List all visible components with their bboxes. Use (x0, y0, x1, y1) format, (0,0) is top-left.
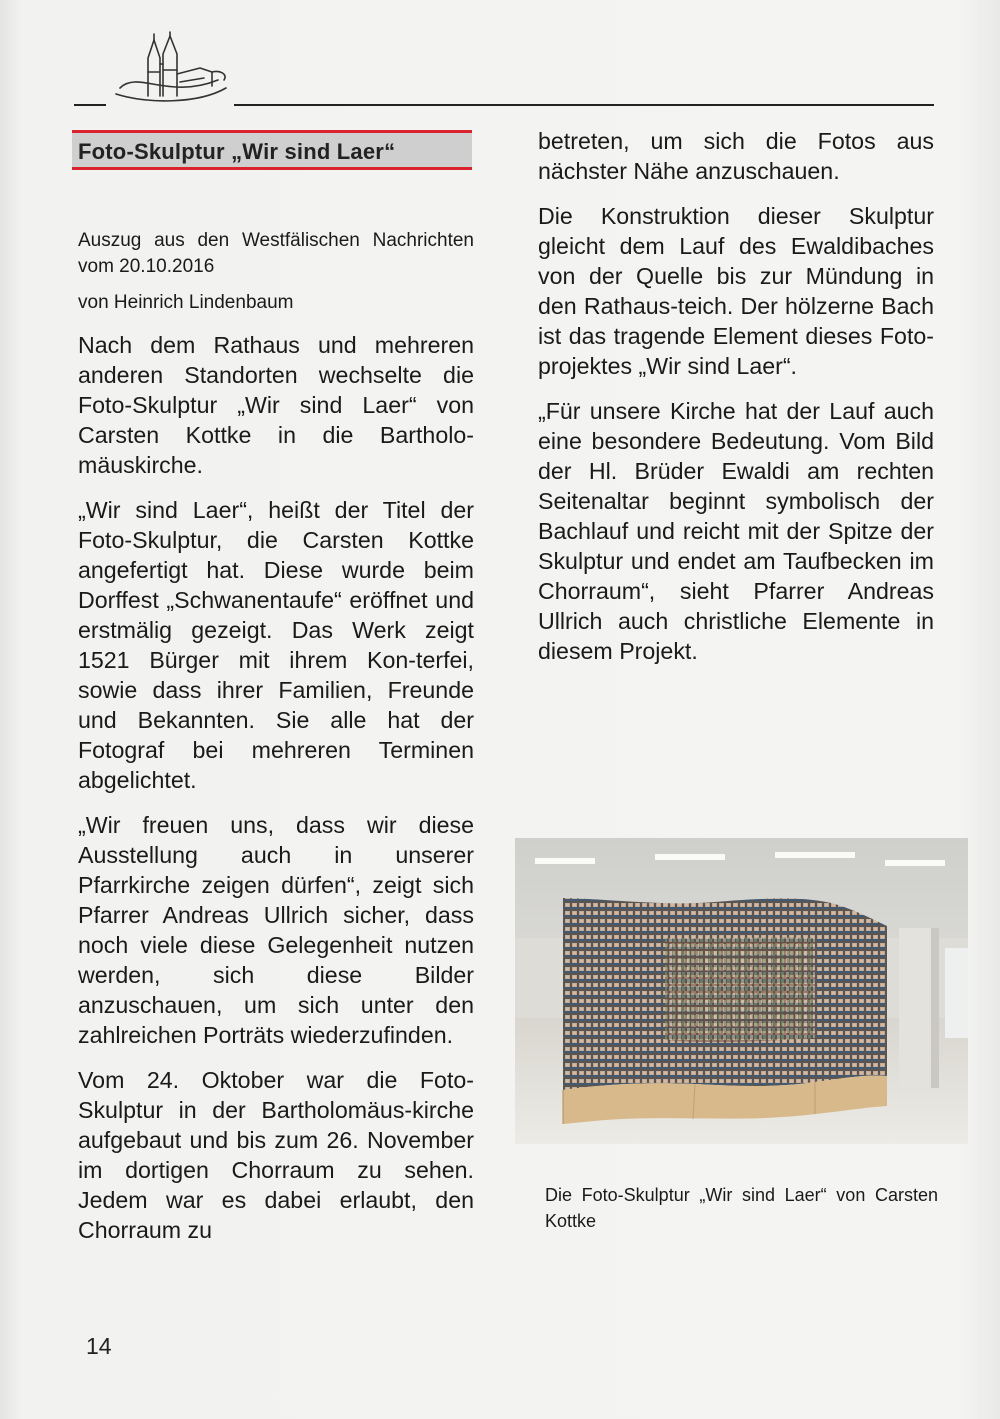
paragraph: Nach dem Rathaus und mehreren anderen Standorten wechselte die Foto-Skulptur „Wir sind Laer“ von Carsten Kottke in die Bartholo-mäuskirche. (78, 332, 474, 478)
church-logo-icon (108, 30, 238, 102)
article-title-box (72, 130, 472, 170)
paragraph: „Wir freuen uns, dass wir diese Ausstellung auch in unserer Pfarrkirche zeigen dürfen“, zeigt sich Pfarrer Andreas Ullrich sicher, dass noch viele diese Gelegenheit nutzen werden, sich diese Bilder anzuschauen, um sich unter den zahlreichen Porträts wiederzufinden. (78, 812, 474, 1048)
paragraph: betreten, um sich die Fotos aus nächster Nähe anzuschauen. (538, 128, 934, 184)
sculpture-photo-image (515, 838, 968, 1144)
author-line: von Heinrich Lindenbaum (78, 292, 294, 313)
photo-caption: Die Foto-Skulptur „Wir sind Laer“ von Carsten Kottke (545, 1185, 938, 1231)
header-rule-left (74, 104, 106, 106)
sculpture-photo (515, 838, 968, 1144)
right-column (538, 126, 934, 681)
article-title: Foto-Skulptur „Wir sind Laer“ (78, 139, 396, 164)
source-line: Auszug aus den Westfälischen Nachrichten vom 20.10.2016 (78, 230, 474, 277)
paragraph: „Wir sind Laer“, heißt der Titel der Foto-Skulptur, die Carsten Kottke angefertigt hat. Diese wurde beim Dorffest „Schwanentaufe“ eröffnet und erstmälig gezeigt. Das Werk zeigt 1521 Bürger mit ihrem Kon-terfei, sowie dass ihrer Familien, Freunde und Bekannten. Sie alle hat der Fotograf bei mehreren Terminen abgelichtet. (78, 497, 474, 793)
page-number: 14 (86, 1333, 112, 1359)
header-rule-right (234, 104, 934, 106)
paragraph: Vom 24. Oktober war die Foto-Skulptur in der Bartholomäus-kirche aufgebaut und bis zum 26. November im dortigen Chorraum zu sehen. Jedem war es dabei erlaubt, den Chorraum zu (78, 1067, 474, 1243)
paragraph: Die Konstruktion dieser Skulptur gleicht dem Lauf des Ewaldibaches von der Quelle bis zur Mündung in den Rathaus-teich. Der hölzerne Bach ist das tragende Element dieses Foto-projektes „Wir sind Laer“. (538, 203, 934, 379)
left-column (78, 228, 474, 1260)
paragraph: „Für unsere Kirche hat der Lauf auch eine besondere Bedeutung. Vom Bild der Hl. Brüder Ewaldi am rechten Seitenaltar beginnt symbolisch der Bachlauf und reicht mit der Spitze der Skulptur und endet am Taufbecken im Chorraum“, sieht Pfarrer Andreas Ullrich auch christliche Elemente in diesem Projekt. (538, 398, 934, 664)
